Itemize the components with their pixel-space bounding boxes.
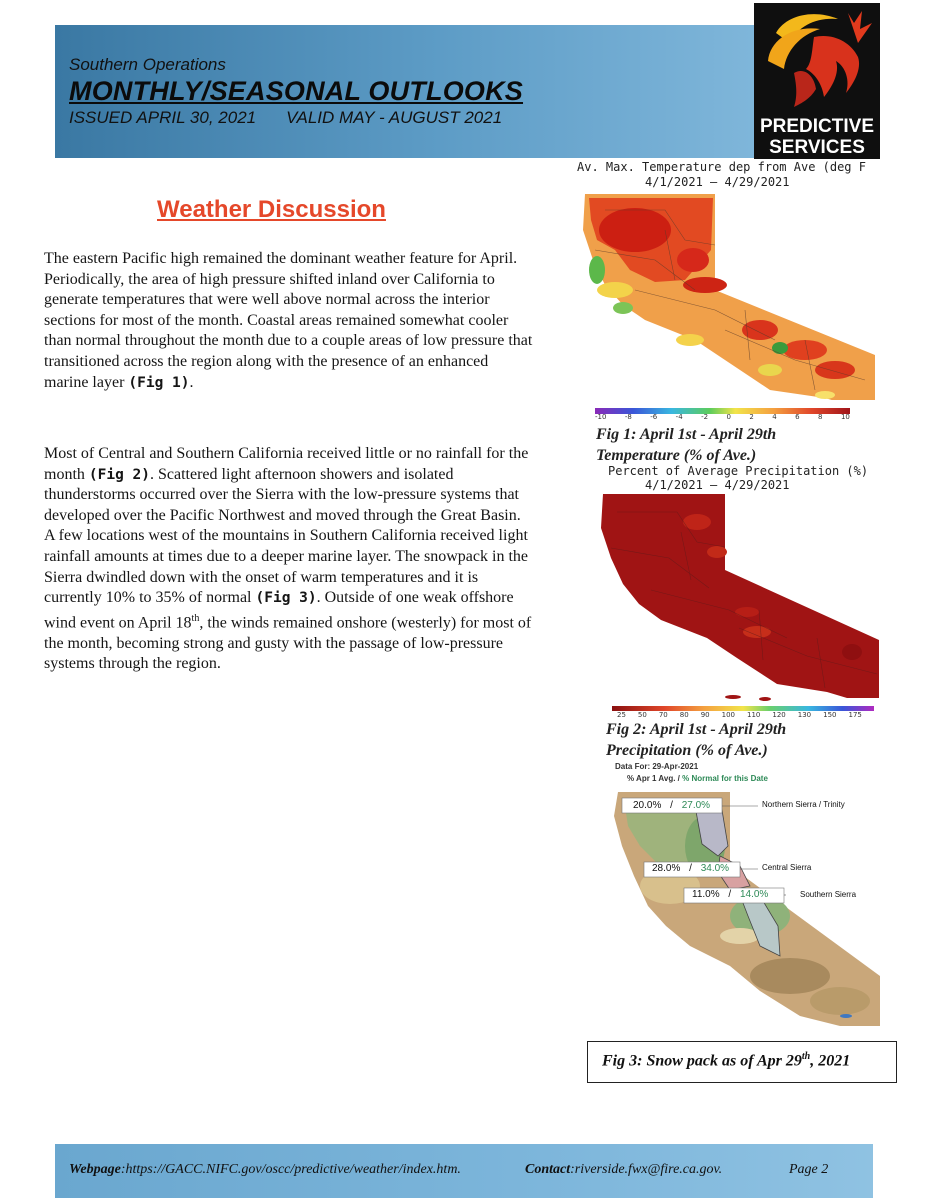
fig1-map-dates: 4/1/2021 — 4/29/2021 — [645, 175, 790, 189]
contact-label: Contact — [525, 1162, 571, 1177]
ordinal-suffix: th — [191, 612, 200, 624]
fig3-caption-box — [587, 1041, 897, 1083]
discussion-paragraph-1: The eastern Pacific high remained the dominant weather feature for April. Periodically, the area of high pressure shifted inland over California to generate temperatures that were well above normal across the interior sections for most of the month. Coastal areas remained somewhat cooler than normal throughout the month due to a couple areas of low pressure that transitioned across the region along with the presence of an enhanced marine layer (Fig 1). — [44, 250, 533, 391]
fig1-caption-line-1: Fig 1: April 1st - April 29th — [596, 426, 777, 443]
footer-bar — [55, 1144, 873, 1198]
normal-percent: 14.0% — [739, 889, 769, 900]
footer-contact — [525, 1162, 722, 1178]
legend-separator: / — [675, 774, 683, 783]
scale-tick: 120 — [772, 711, 786, 719]
paragraph-1-text: The eastern Pacific high remained the dominant weather feature for April. Periodically, the area of high pressure shifted inland over California to generate temperatures that were well above normal across the interior sections for most of the month. Coastal areas remained somewhat cooler than normal throughout the month due to a couple areas of low pressure that transitioned across the region along with the presence of an enhanced marine layer — [44, 250, 533, 391]
scale-tick: 110 — [746, 711, 761, 719]
webpage-label: Webpage — [69, 1162, 121, 1177]
scale-tick: 70 — [658, 711, 668, 719]
legend-apr1: % Apr 1 Avg. — [627, 774, 676, 783]
fig3-reference: (Fig 3) — [255, 590, 317, 607]
scale-tick: -6 — [650, 413, 658, 421]
contact-email-link[interactable]: :riverside.fwx@fire.ca.gov. — [570, 1162, 723, 1177]
fig3-legend — [627, 774, 768, 783]
paragraph-2-text-a: Most of Central and Southern California received little or no rainfall for the month — [44, 445, 529, 483]
issued-date: ISSUED APRIL 30, 2021 — [69, 108, 257, 127]
fig3-caption-end: , 2021 — [810, 1052, 851, 1070]
fig1-reference: (Fig 1) — [128, 374, 190, 391]
scale-tick: 8 — [818, 413, 823, 421]
scale-tick: 2 — [749, 413, 754, 421]
fig2-scale-ticks — [617, 711, 862, 719]
webpage-link[interactable]: :https://GACC.NIFC.gov/oscc/predictive/weather/index.htm. — [120, 1162, 461, 1177]
discussion-paragraph-2 — [44, 444, 534, 675]
value-separator: / — [725, 889, 734, 900]
apr1-percent: 28.0% — [652, 863, 681, 874]
fig3-caption-sup: th — [801, 1051, 811, 1062]
scale-tick: 90 — [700, 711, 710, 719]
scale-tick: 50 — [637, 711, 647, 719]
region-southern-sierra — [692, 889, 768, 900]
predictive-services-logo — [754, 3, 880, 159]
paragraph-2-text-c: . Outside of one weak offshore wind event on April 18 — [44, 589, 514, 632]
paragraph-2-text-b: . Scattered light afternoon showers and isolated thunderstorms occurred over the Sierra with the low-pressure systems that developed over the Pacific Northwest and moved through the Great Basin. A few locations west of the mountains in Southern California received light rainfall amounts at times due to a deeper marine layer. The snowpack in the Sierra dwindled down with the onset of warm temperatures and it is currently 10% to 35% of normal — [44, 465, 528, 607]
region-name-central-sierra: Central Sierra — [762, 863, 812, 872]
precipitation-percent-map — [597, 492, 882, 704]
scale-tick: -10 — [595, 413, 607, 421]
scale-tick: 80 — [679, 711, 689, 719]
scale-tick: -4 — [675, 413, 683, 421]
scale-tick: 25 — [617, 711, 626, 719]
fig1-map-title: Av. Max. Temperature dep from Ave (deg F — [577, 160, 866, 174]
header-banner — [55, 25, 755, 158]
region-name-northern-sierra: Northern Sierra / Trinity — [762, 800, 845, 809]
snowpack-map — [610, 786, 890, 1032]
temperature-departure-map — [575, 190, 880, 410]
scale-tick: 4 — [772, 413, 777, 421]
fig2-caption-line-2: Precipitation (% of Ave.) — [606, 742, 768, 759]
fig2-map-title: Percent of Average Precipitation (%) — [608, 464, 869, 478]
region-northern-sierra — [633, 800, 710, 811]
scale-tick: 150 — [823, 711, 837, 719]
normal-percent: 34.0% — [700, 863, 730, 874]
fig1-caption-line-2: Temperature (% of Ave.) — [596, 447, 757, 464]
scale-tick: 130 — [797, 711, 812, 719]
scale-tick: -2 — [701, 413, 709, 421]
region-central-sierra — [652, 863, 729, 874]
fig1-caption — [596, 424, 776, 466]
fig2-reference: (Fig 2) — [88, 466, 150, 483]
fig3-data-for: Data For: 29-Apr-2021 — [615, 762, 699, 771]
apr1-percent: 11.0% — [692, 889, 720, 900]
region-name-southern-sierra: Southern Sierra — [800, 890, 857, 899]
scale-tick: 175 — [848, 711, 862, 719]
footer-webpage — [69, 1162, 461, 1178]
header-subtitle: Southern Operations — [69, 55, 226, 74]
page-number: Page 2 — [789, 1162, 829, 1177]
flame-icon — [754, 3, 880, 113]
weather-discussion-title: Weather Discussion — [157, 196, 386, 223]
fig2-caption-line-1: Fig 2: April 1st - April 29th — [606, 721, 787, 738]
scale-tick: 100 — [721, 711, 735, 719]
header-issued-line — [69, 108, 502, 128]
logo-line-2: SERVICES — [769, 137, 865, 158]
value-separator: / — [667, 800, 676, 811]
logo-line-1: PREDICTIVE — [759, 116, 875, 137]
fig2-caption — [606, 719, 786, 761]
apr1-percent: 20.0% — [633, 800, 662, 811]
valid-range: VALID MAY - AUGUST 2021 — [286, 108, 503, 127]
scale-tick: 0 — [726, 413, 731, 421]
scale-tick: -8 — [624, 413, 632, 421]
fig3-caption-text: Fig 3: Snow pack as of Apr 29 — [602, 1052, 802, 1070]
fig1-scale-ticks — [595, 413, 850, 421]
scale-tick: 10 — [840, 413, 850, 421]
header-title: MONTHLY/SEASONAL OUTLOOKS — [69, 76, 524, 106]
legend-normal: % Normal for this Date — [682, 774, 768, 783]
fig2-map-dates: 4/1/2021 — 4/29/2021 — [645, 478, 790, 492]
value-separator: / — [686, 863, 695, 874]
scale-tick: 6 — [795, 413, 800, 421]
paragraph-2-text-d: , the winds remained onshore (westerly) for most of the month, becoming strong and gusty with the passage of low-pressure systems through the region. — [44, 614, 532, 673]
normal-percent: 27.0% — [681, 800, 711, 811]
